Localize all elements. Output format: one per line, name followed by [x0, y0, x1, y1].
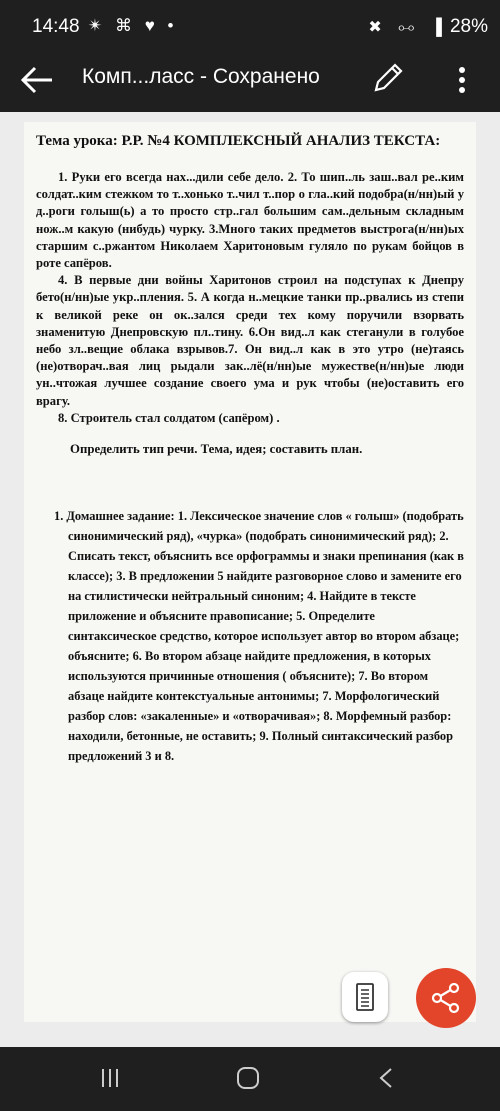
notification-icons: ✴ ⌘ ♥ •: [88, 16, 178, 35]
back-arrow-icon[interactable]: [18, 58, 58, 102]
document-icon[interactable]: [342, 972, 388, 1022]
document-page: [24, 122, 476, 1022]
pencil-icon[interactable]: [370, 60, 406, 96]
lesson-topic: Тема урока: Р.Р. №4 КОМПЛЕКСНЫЙ АНАЛИЗ ТЕКСТА:: [36, 133, 441, 149]
document-title: Комп...ласс - Сохранено: [82, 65, 320, 88]
paragraph-1: 1. Руки его всегда нах...дили себе дело. 2. То шип..ль заш..вал ре..ким солдат..ким стежком то т..хонько т..чил т..пор о гла..кий подобра(н/нн)ый у д..роги голыш(ь) а то просто стр..гал большим сам..дельным складным нож..м какую (нибудь) чурку. 3.Много таких предметов выстрога(н/нн)ых старшим с..ржантом Николаем Харитоновым гуляло по рукам бойцов в роте сапёров.: [36, 170, 464, 271]
recent-apps-icon[interactable]: [90, 1061, 130, 1095]
share-icon[interactable]: [416, 968, 476, 1028]
paragraph-3: 8. Строитель стал солдатом (сапёром) .: [58, 410, 280, 425]
status-time: 14:48: [32, 16, 80, 37]
home-icon[interactable]: [228, 1061, 268, 1095]
navigation-bar: [0, 1047, 500, 1111]
more-vert-icon[interactable]: [448, 60, 476, 100]
system-icons: ✖ ⧟ ▐: [368, 19, 448, 36]
status-bar: [0, 0, 500, 52]
battery-level: 28%: [449, 16, 488, 37]
exercise-text: [36, 169, 464, 427]
homework-text: 1. Домашнее задание: 1. Лексическое значение слов « голыш» (подобрать синонимический ряд), «чурка» (подобрать синонимический ряд); 2. Списать текст, объяснить все орфограммы и знаки препинания (как в классе); 3. В предложении 5 найдите разговорное слово и замените его на стилистически нейтральный синоним; 4. Найдите в тексте приложение и объясните правописание; 5. Определите синтаксическое средство, которое использует автор во втором абзаце; объясните; 6. Во втором абзаце найдите предложения, в которых используются причинные отношения ( объясните); 7. Во втором абзаце найдите контекстуальные антонимы; 7. Морфологический разбор слов: «закаленные» и «отворачивая»; 8. Морфемный разбор: находили, бетонные, не оставить; 9. Полный синтаксический разбор предложений 3 и 8.: [54, 509, 464, 764]
document-content: [36, 132, 464, 766]
document-view[interactable]: [0, 112, 500, 1047]
back-nav-icon[interactable]: [366, 1061, 406, 1095]
paragraph-2: 4. В первые дни войны Харитонов строил на подступах к Днепру бето(н/нн)ые укр..пления. 5. А когда н..мецкие танки пр..рвались из степи к великой реке он ок..зался среди тех кому поручили взорвать знаменитую Днепровскую пл..тину. 6.Он вид..л как стеганули в голубое небо зл..вещие облака взрывов.7. Он вид..л как в это утро (не)таясь (не)отворач..вая лиц рыдали зак..лё(н/нн)ые мужестве(н/нн)ые люди ун..чтожая лучшее создание своего ума и рук чтобы (не)оставить его врагу.: [36, 273, 464, 408]
app-bar: [0, 52, 500, 112]
task-text: Определить тип речи. Тема, идея; составить план.: [70, 442, 363, 457]
